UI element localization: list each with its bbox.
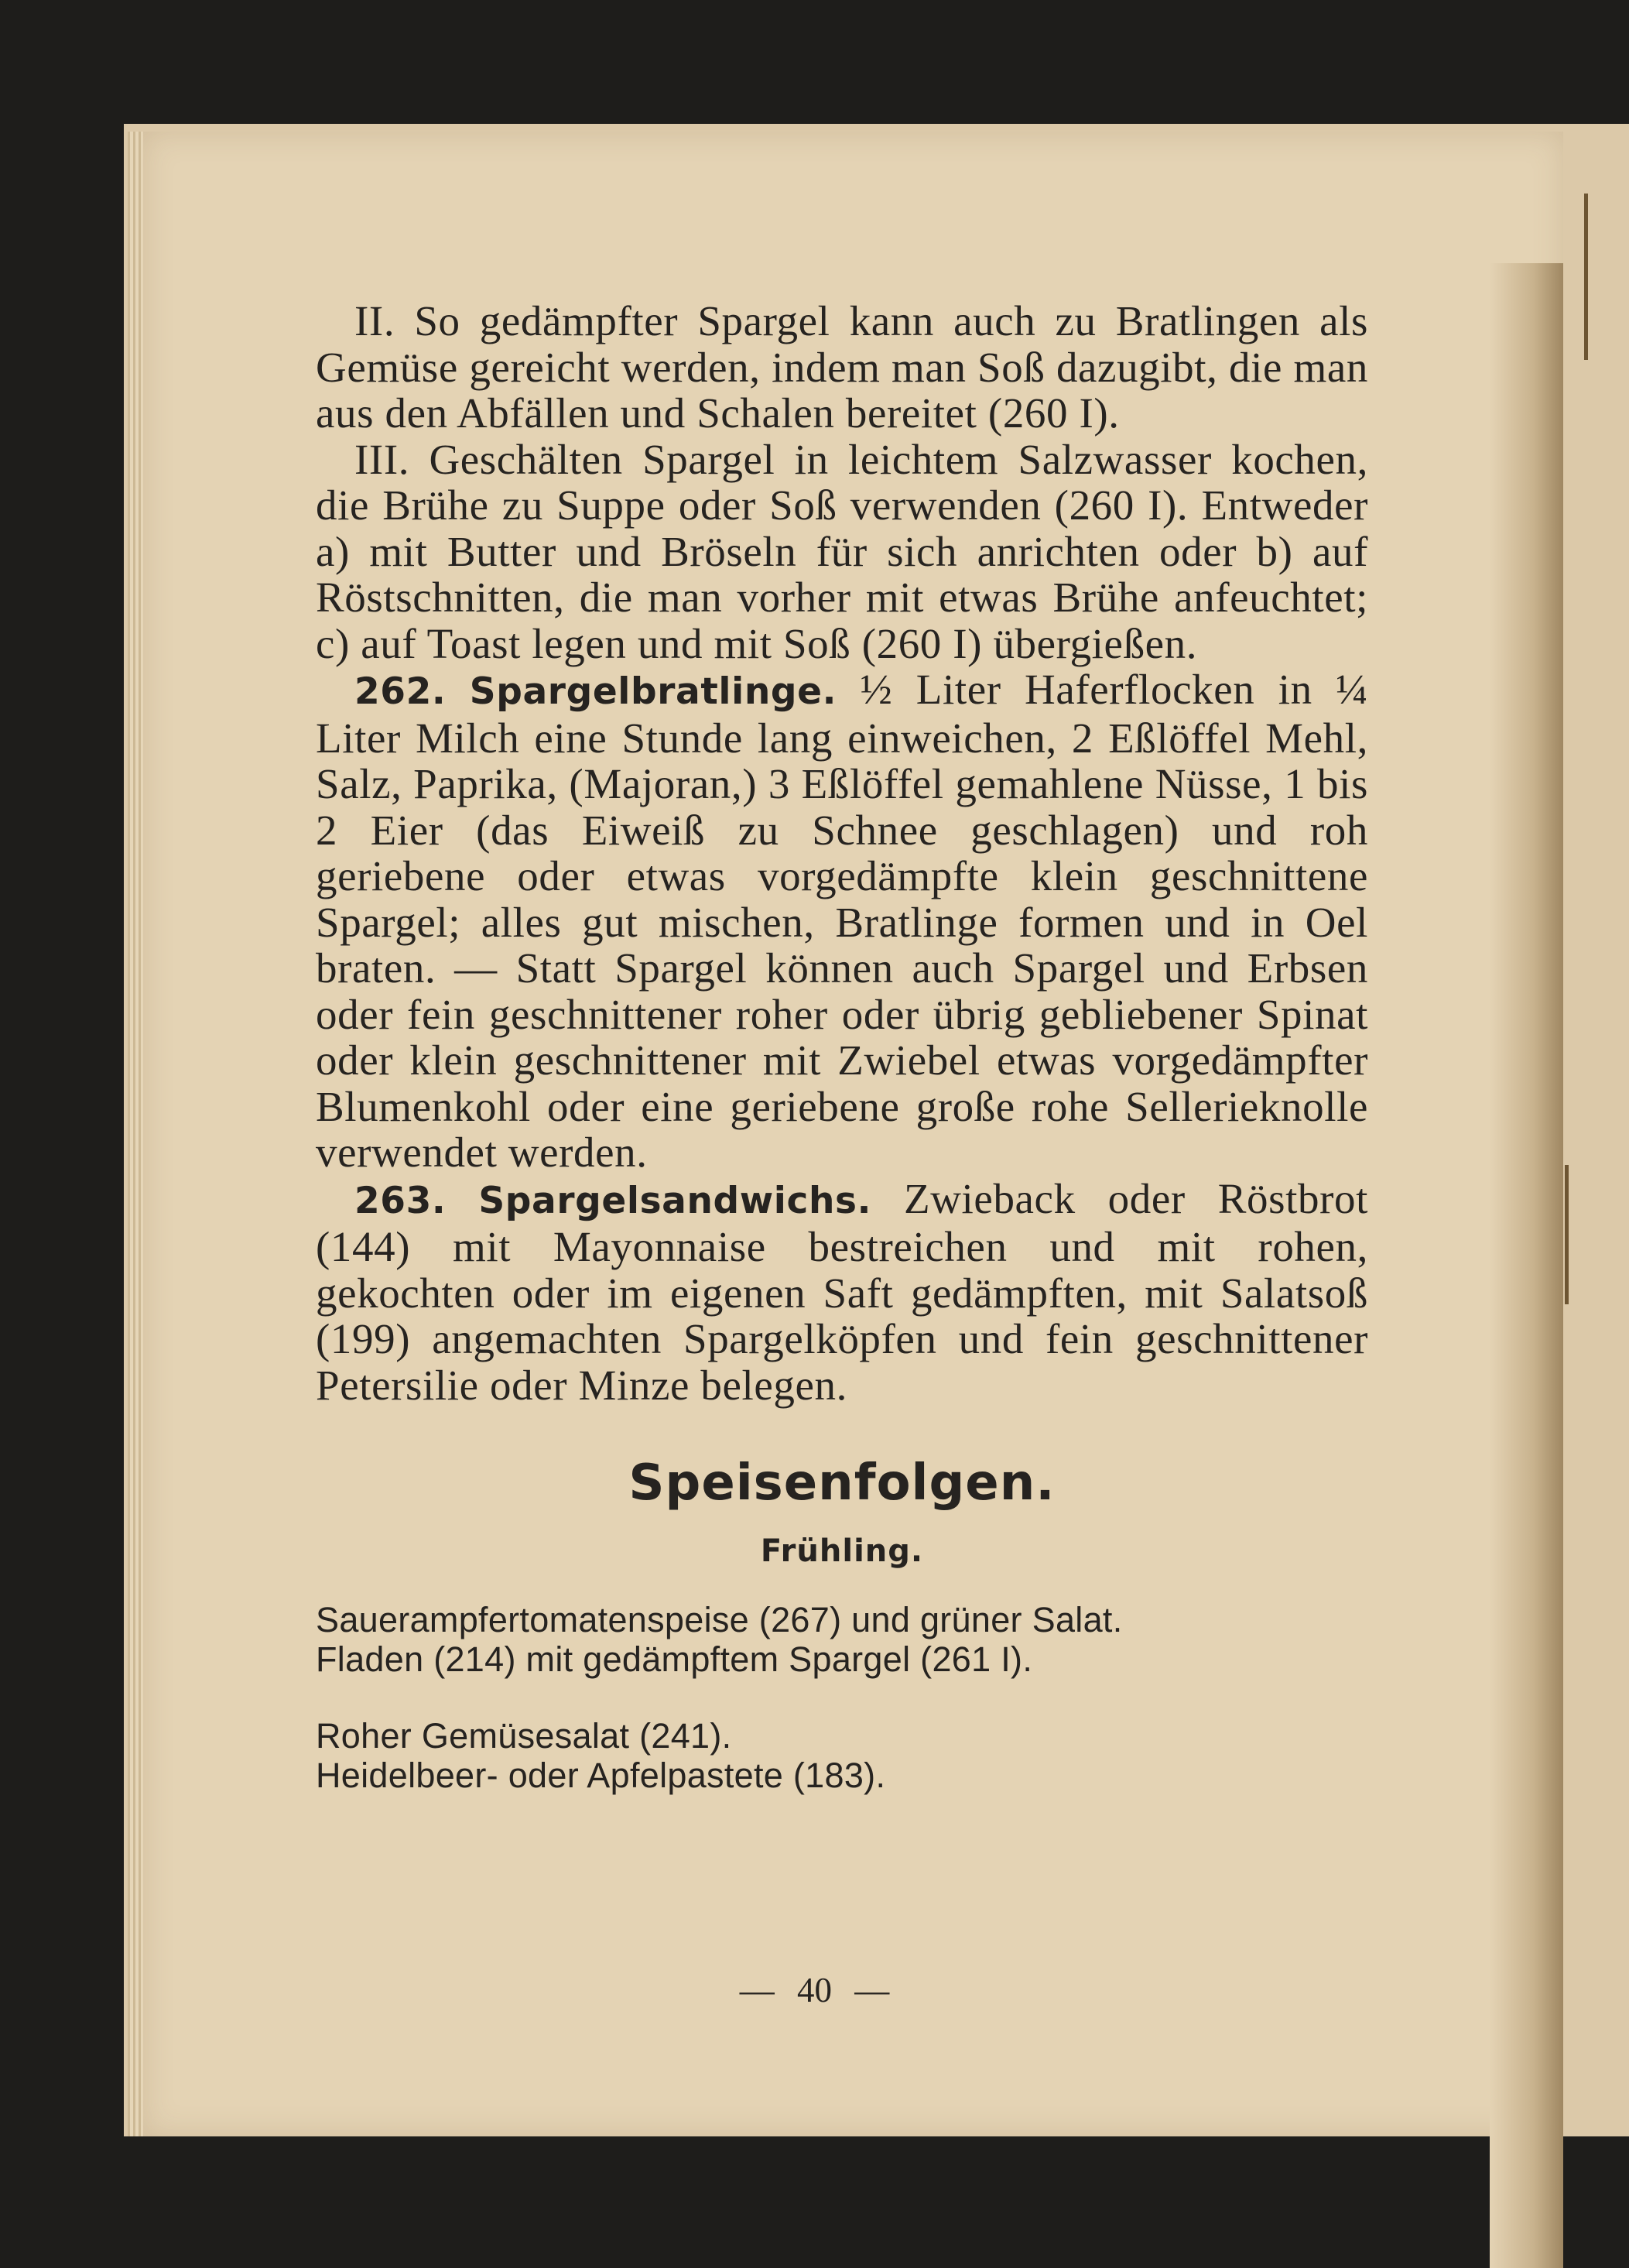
menu-line: Sauerampfertomatenspeise (267) und grüner Salat. [316,1600,1123,1639]
menu-group [316,1600,1368,1679]
menu-group [316,1716,1368,1795]
recipe-text: Zwieback oder Röstbrot (144) mit Mayonnaise bestreichen und mit rohen, gekochten oder im eigenen Saft gedämpften, mit Salatsoß (199) angemachten Spargelköpfen und fein geschnittener Petersilie oder Minze belegen. [316,1174,1368,1409]
page-number: — 40 — [739,1971,890,2009]
recipe-263 [316,1176,1368,1409]
season-title: Frühling. [760,1533,924,1569]
menu-line: Fladen (214) mit gedämpftem Spargel (261 I). [316,1639,1033,1679]
binding-thread [1565,1165,1569,1304]
menu-line: Heidelbeer- oder Apfelpastete (183). [316,1756,886,1795]
recipe-title: Spargelsandwichs. [478,1179,872,1222]
paragraph: II. So gedämpfter Spargel kann auch zu Bratlingen als Gemüse gereicht werden, indem man Soß dazugibt, die man aus den Abfällen und Schalen bereitet (260 I). [316,297,1368,437]
binding-thread [1584,194,1588,360]
section-title: Speisenfolgen. [628,1454,1056,1512]
recipe-title: Spargelbratlinge. [469,670,837,713]
recipe-262 [316,666,1368,1176]
gutter [1490,263,1563,2268]
paragraph: III. Geschälten Spargel in leichtem Salzwasser kochen, die Brühe zu Suppe oder Soß verwenden (260 I). Entweder a) mit Butter und Bröseln für sich anrichten oder b) auf Röstschnitten, die man vorher mit etwas Brühe anfeuchtet; c) auf Toast legen und mit Soß (260 I) übergießen. [316,435,1368,667]
recipe-number: 262. [354,670,447,713]
menu-line: Roher Gemüsesalat (241). [316,1716,732,1756]
page-content [316,298,1368,1795]
recipe-number: 263. [354,1179,447,1222]
recipe-text: ½ Liter Haferflocken in ¼ Liter Milch eine Stunde lang einweichen, 2 Eßlöffel Mehl, Salz, Paprika, (Majoran,) 3 Eßlöffel gemahlene Nüsse, 1 bis 2 Eier (das Eiweiß zu Schnee geschlagen) und roh geriebene oder etwas vorgedämpfte klein geschnittene Spargel; alles gut mischen, Bratlinge formen und in Oel braten. — Statt Spargel können auch Spargel und Erbsen oder fein geschnittener roher oder übrig gebliebener Spinat oder klein geschnittener mit Zwiebel etwas vorgedämpfter Blumenkohl oder eine geriebene große rohe Sellerieknolle verwendet werden. [316,666,1368,1176]
